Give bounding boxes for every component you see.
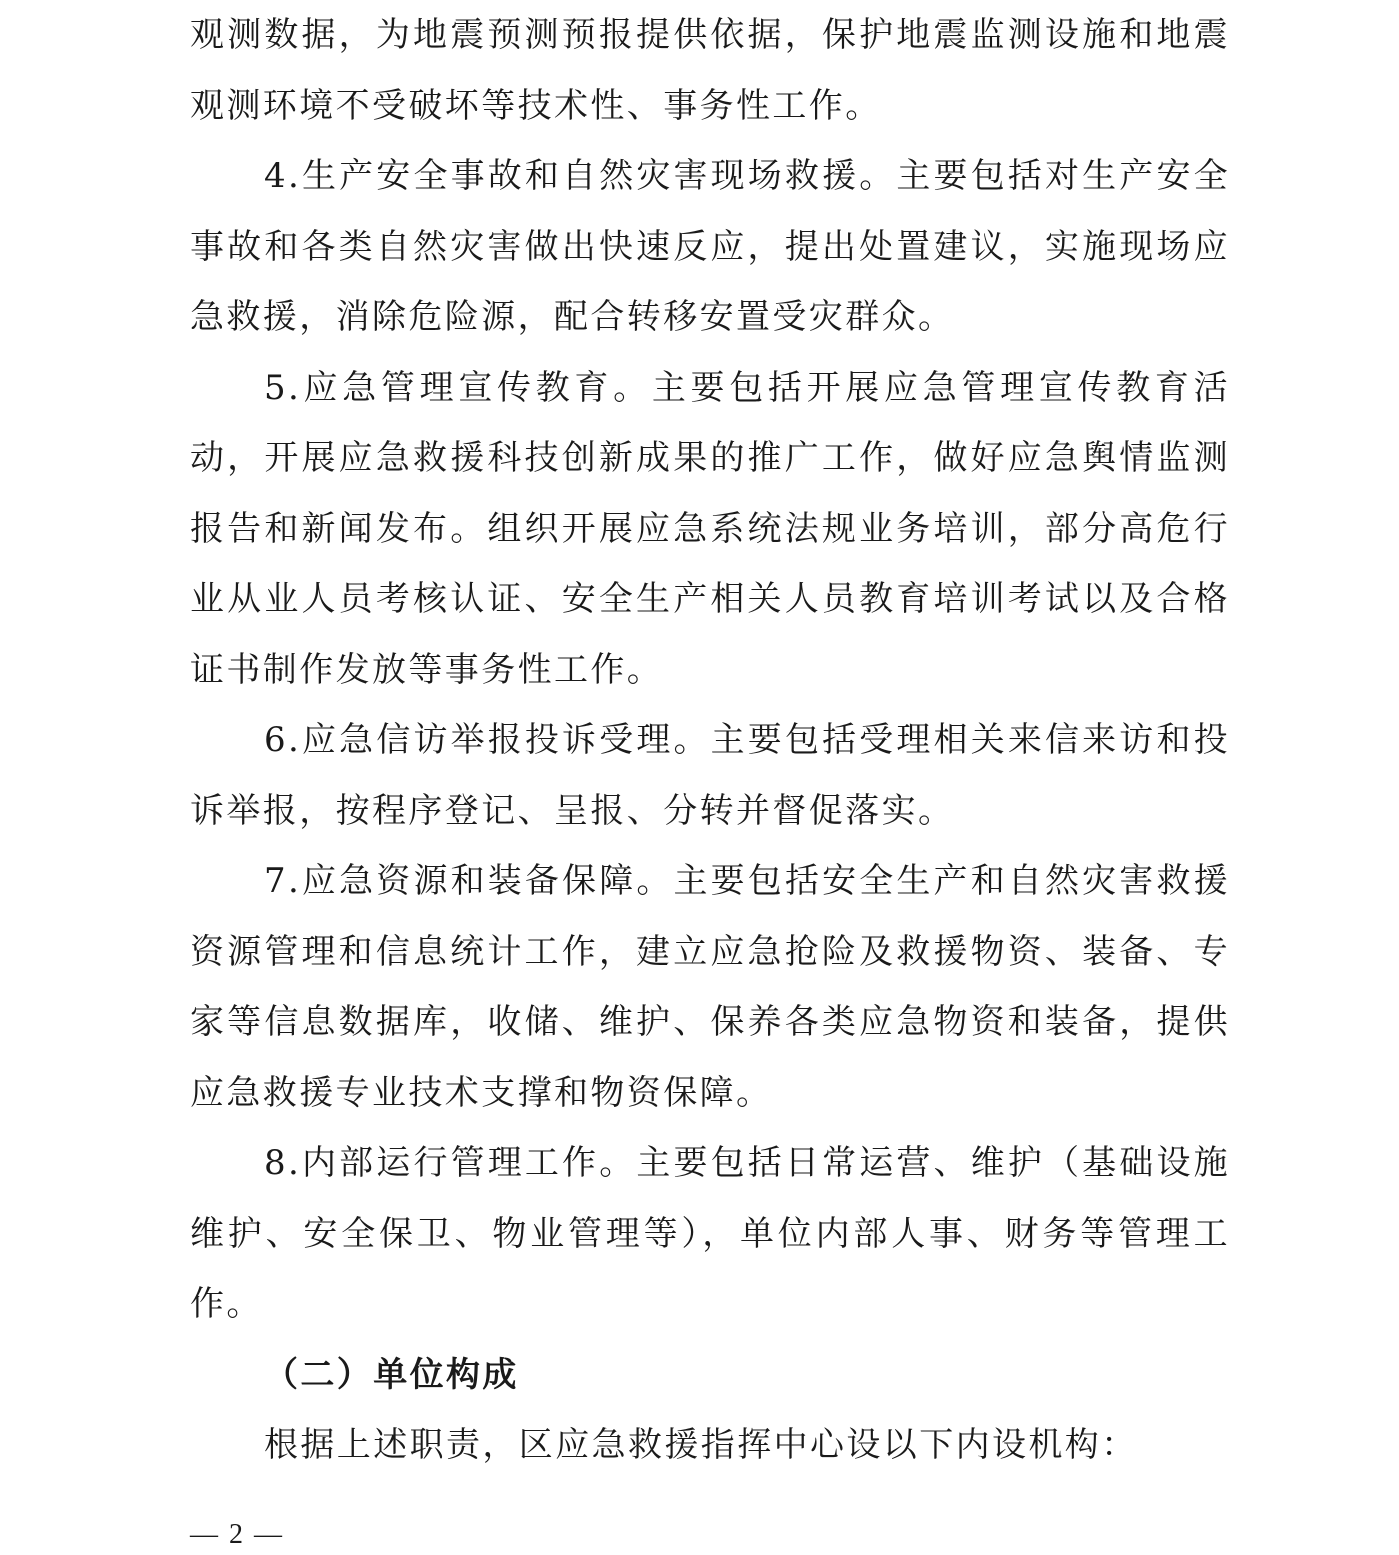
paragraph-item-6: 6.应急信访举报投诉受理。主要包括受理相关来信来访和投诉举报，按程序登记、呈报、分转并督促落实。 [190, 720, 1230, 831]
paragraph-item-5: 5.应急管理宣传教育。主要包括开展应急管理宣传教育活动，开展应急救援科技创新成果的推广工作，做好应急舆情监测报告和新闻发布。组织开展应急系统法规业务培训，部分高危行业从业人员考核认证、安全生产相关人员教育培训考试以及合格证书制作发放等事务性工作。 [190, 367, 1230, 690]
section-heading: （二）单位构成 [264, 1354, 519, 1395]
paragraph-item-4: 4.生产安全事故和自然灾害现场救援。主要包括对生产安全事故和各类自然灾害做出快速反应，提出处置建议，实施现场应急救援，消除危险源，配合转移安置受灾群众。 [190, 156, 1230, 337]
paragraph-item-8: 8.内部运行管理工作。主要包括日常运营、维护（基础设施维护、安全保卫、物业管理等），单位内部人事、财务等管理工作。 [190, 1143, 1230, 1324]
document-page [190, 0, 1230, 1554]
closing-paragraph: 根据上述职责，区应急救援指挥中心设以下内设机构： [264, 1425, 1138, 1465]
paragraph-item-7: 7.应急资源和装备保障。主要包括安全生产和自然灾害救援资源管理和信息统计工作，建立应急抢险及救援物资、装备、专家等信息数据库，收储、维护、保养各类应急物资和装备，提供应急救援专业技术支撑和物资保障。 [190, 861, 1230, 1113]
page-number: — 2 — [190, 1519, 284, 1550]
paragraph-continued: 观测数据，为地震预测预报提供依据，保护地震监测设施和地震观测环境不受破坏等技术性、事务性工作。 [190, 15, 1230, 126]
